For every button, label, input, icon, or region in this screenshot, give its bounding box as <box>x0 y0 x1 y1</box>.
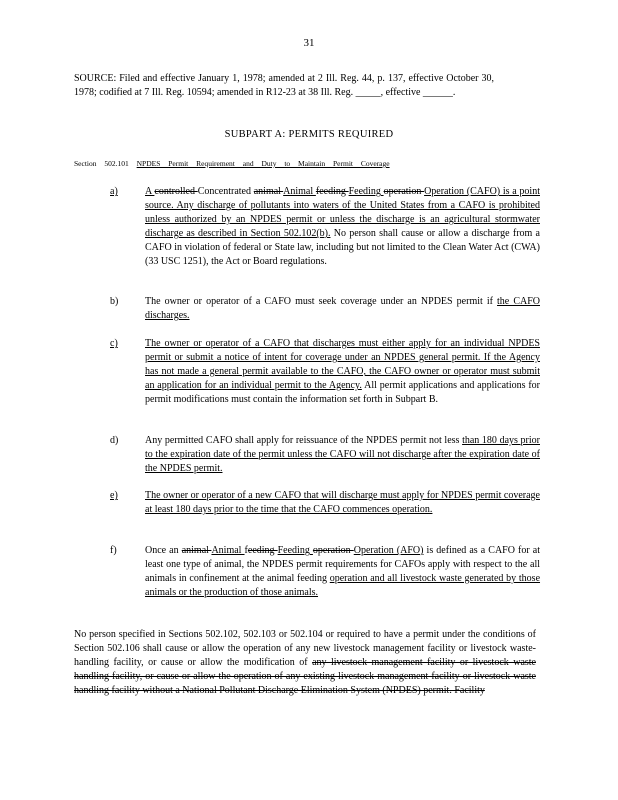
subsection-d <box>110 434 540 476</box>
text-run: feeding <box>315 186 349 197</box>
text-run: Feeding <box>277 545 313 556</box>
text-run: eeding <box>247 545 278 556</box>
text-run: The owner or operator of a CAFO that discharges must either apply for an individual NPDES permit or submit a notice of intent for coverage under an NPDES general permit. If the Agency has not made a general permit available to the CAFO, the CAFO owner or operator must submit an application for an individual permit to the Agency. <box>145 338 540 391</box>
text-run: animal <box>253 186 284 197</box>
text-run: No person shall cause or allow a discharge from a CAFO in violation of federal or State law, including but not limited to the Clean Water Act (CWA) (33 USC 1251), the Act or Board regulations. <box>145 228 540 267</box>
text-run: Feeding <box>348 186 384 197</box>
subsection-text <box>145 489 540 517</box>
section-heading <box>74 157 514 171</box>
text-run: Operation (CAFO) is a point source. Any discharge of pollutants into waters of the United States from a CAFO is prohibited unless authorized by an NPDES permit or unless the discharge is an agricultural stormwater discharge as described in Section 502.102(b). <box>145 186 540 239</box>
subsection-a <box>110 185 540 269</box>
subsection-label: d) <box>110 435 119 446</box>
text-run: Animal <box>283 186 316 197</box>
section-title: NPDES Permit Requirement and Duty to Maintain Permit Coverage <box>136 159 390 168</box>
text-run: The owner or operator of a new CAFO that will discharge must apply for NPDES permit coverage at least 180 days prior to the time that the CAFO commences operation. <box>145 490 540 515</box>
text-run: Concentrated <box>197 186 254 197</box>
subsection-text <box>145 185 540 269</box>
subsection-label: a) <box>110 186 118 197</box>
subsection-label: b) <box>110 296 119 307</box>
subpart-heading: SUBPART A: PERMITS REQUIRED <box>224 129 394 140</box>
text-run: Operation (AFO) <box>353 545 424 556</box>
text-run: is defined as a CAFO for at least one type of animal, the NPDES permit requirements for CAFOs apply with respect to the all animals in confinement at the animal feeding <box>145 545 540 584</box>
text-run: A <box>145 186 155 197</box>
text-run: operation <box>312 545 354 556</box>
subsection-label: f) <box>110 545 117 556</box>
subsection-text <box>145 434 540 476</box>
text-run: operation <box>383 186 425 197</box>
text-run: f <box>244 545 248 556</box>
page-number: 31 <box>303 37 315 49</box>
text-run: Animal <box>211 545 245 556</box>
text-run: The owner or operator of a CAFO must seek coverage under an NPDES permit if <box>145 296 498 307</box>
text-run: than 180 days prior to the expiration date of the permit unless the CAFO will not discharge after the expiration date of the NPDES permit. <box>145 435 540 474</box>
text-run: All permit applications and applications for permit modifications must contain the information set forth in Subpart B. <box>145 380 541 405</box>
text-run: any livestock management facility or livestock waste handling facility, or cause or allow the operation of any existing livestock management facility or livestock waste handling facility without a National Pollutant Discharge Elimination System (NPDES) permit. Facility <box>74 657 536 696</box>
subsection-f <box>110 544 540 600</box>
subsection-label: c) <box>110 338 118 349</box>
subsection-b <box>110 295 540 323</box>
subsection-text <box>145 295 540 323</box>
subsection-e <box>110 489 540 517</box>
subsection-text <box>145 337 540 407</box>
subsection-c <box>110 337 540 407</box>
subsection-label: e) <box>110 490 118 501</box>
text-run: animal <box>181 545 212 556</box>
text-run: Any permitted CAFO shall apply for reissuance of the NPDES permit not less <box>145 435 463 446</box>
text-run: controlled <box>154 186 198 197</box>
subsection-text <box>145 544 540 600</box>
text-run: operation and all livestock waste generated by those animals or the production of those animals. <box>145 573 541 598</box>
section-number: Section 502.101 <box>74 159 129 168</box>
source-note: SOURCE: Filed and effective January 1, 1978; amended at 2 Ill. Reg. 44, p. 137, effective October 30, 1978; codified at 7 Ill. Reg. 10594; amended in R12-23 at 38 Ill. Reg. _____, effective ______. <box>74 73 494 98</box>
text-run: the CAFO discharges. <box>145 296 540 321</box>
closing-paragraph <box>74 628 536 698</box>
text-run: Once an <box>145 545 182 556</box>
text-run: No person specified in Sections 502.102, 502.103 or 502.104 or required to have a permit under the conditions of Section 502.106 shall cause or allow the operation of any new livestock management facility or livestock waste-handling facility, or cause or allow the modification of <box>74 629 536 668</box>
